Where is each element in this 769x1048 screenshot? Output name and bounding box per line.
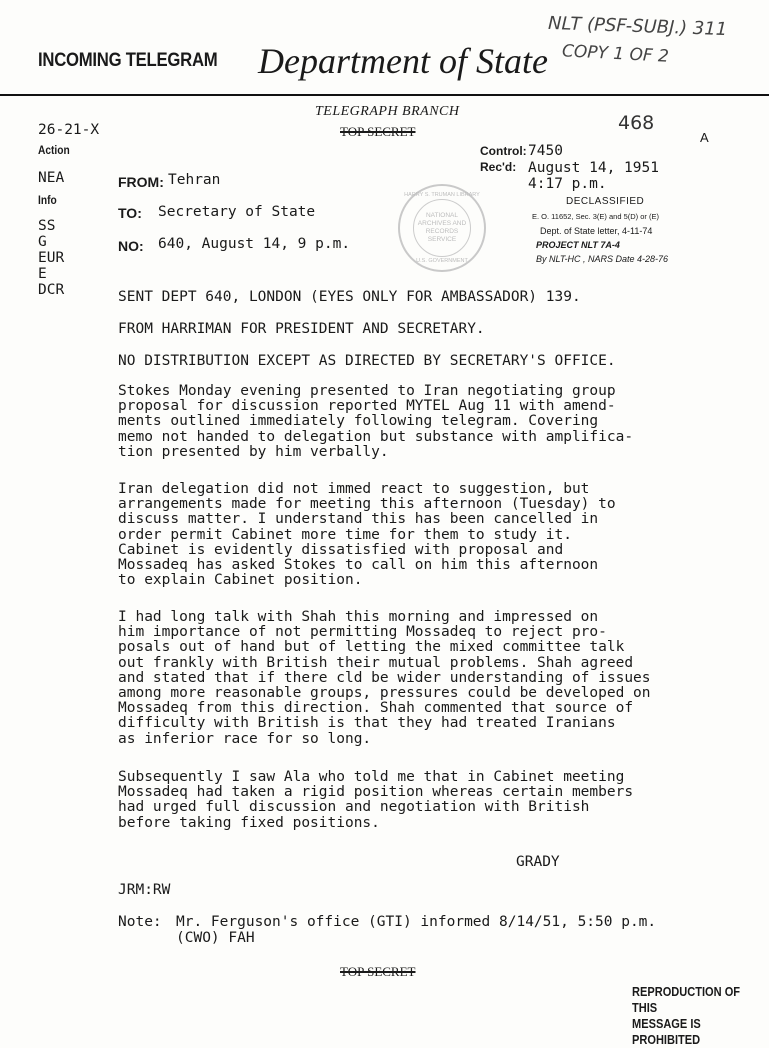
info-office: DCR — [38, 282, 65, 298]
action-office: NEA — [38, 170, 65, 186]
reference-code: 26-21-X — [38, 122, 100, 138]
info-office: SS — [38, 218, 56, 234]
stamp-center-line: SERVICE — [427, 236, 457, 243]
declassified-title: DECLASSIFIED — [566, 196, 645, 207]
declassified-by: By NLT-HC , NARS Date 4-28-76 — [536, 254, 669, 264]
telegraph-branch-label: TELEGRAPH BRANCH — [315, 104, 460, 119]
department-title: Department of State — [258, 41, 548, 81]
info-office: EUR — [38, 250, 65, 266]
declassified-authority: E. O. 11652, Sec. 3(E) and 5(D) or (E) — [532, 212, 659, 221]
distribution-line: NO DISTRIBUTION EXCEPT AS DIRECTED BY SECRETARY'S OFFICE. — [118, 353, 616, 369]
handwritten-file-reference: NLT (PSF-SUBJ.) 311 — [547, 12, 728, 41]
note-label: Note: — [118, 914, 162, 930]
number-value: 640, August 14, 9 p.m. — [158, 236, 351, 252]
header-rule — [0, 94, 769, 96]
note-line: Mr. Ferguson's office (GTI) informed 8/14/51, 5:50 p.m. — [176, 914, 657, 930]
handwritten-number: 468 — [618, 112, 655, 134]
stamp-bottom-text: U.S. GOVERNMENT — [416, 258, 468, 264]
stamp-center-line: ARCHIVES AND — [417, 220, 467, 227]
control-label: Control: — [480, 144, 527, 158]
signature: GRADY — [516, 854, 560, 870]
incoming-telegram-label: INCOMING TELEGRAM — [38, 50, 218, 71]
archives-stamp — [398, 184, 486, 272]
handwritten-copy-number: COPY 1 OF 2 — [561, 41, 670, 67]
to-label: TO: — [118, 205, 142, 221]
stamp-ring-text: HARRY S. TRUMAN LIBRARY — [404, 192, 480, 198]
typist-initials: JRM:RW — [118, 882, 171, 898]
received-time: 4:17 p.m. — [528, 176, 607, 192]
body-paragraph: Stokes Monday evening presented to Iran negotiating group proposal for discussion reported MYTEL Aug 11 with amend- ments outlined immediately following telegram. Covering memo not handed to delegation but substance with amplifica- tion presented by him verbally. — [118, 383, 634, 460]
stamp-center-line: RECORDS — [425, 228, 459, 235]
declassified-dept-letter: Dept. of State letter, 4-11-74 — [540, 226, 653, 236]
declassified-project: PROJECT NLT 7A-4 — [536, 240, 620, 250]
from-harriman-line: FROM HARRIMAN FOR PRESIDENT AND SECRETARY. — [118, 321, 485, 337]
sent-line: SENT DEPT 640, LONDON (EYES ONLY FOR AMBASSADOR) 139. — [118, 289, 581, 305]
number-label: NO: — [118, 238, 144, 254]
body-paragraph: I had long talk with Shah this morning and impressed on him importance of not permitting Mossadeq to reject pro- posals out of hand but of letting the mixed committee talk out frankly with British their mutual problems. Shah agreed and stated that if there cld be wider understanding of issues among more reasonable groups, pressures could be developed on Mossadeq from this direction. Shah commented that source of difficulty with British is that they had treated Iranians as inferior race for so long. — [118, 609, 651, 747]
control-number: 7450 — [528, 143, 563, 159]
classification-top: TOP SECRET — [340, 124, 416, 139]
body-paragraph: Iran delegation did not immed react to suggestion, but arrangements made for meeting this afternoon (Tuesday) to discuss matter. I understand this has been cancelled in order permit Cabinet more time for them to study it. Cabinet is evidently dissatisfied with proposal and Mossadeq has asked Stokes to call on him this afternoon to explain Cabinet position. — [118, 481, 616, 589]
to-value: Secretary of State — [158, 204, 316, 220]
note-line: (CWO) FAH — [176, 930, 255, 946]
received-date: August 14, 1951 — [528, 160, 659, 176]
body-paragraph: Subsequently I saw Ala who told me that in Cabinet meeting Mossadeq had taken a rigid position whereas certain members had urged full discussion and negotiation with British before taking fixed positions. — [118, 769, 634, 831]
info-office: G — [38, 234, 47, 250]
from-value: Tehran — [168, 172, 221, 188]
classification-bottom: TOP SECRET — [340, 964, 416, 979]
from-label: FROM: — [118, 174, 164, 190]
stamp-center-line: NATIONAL — [425, 212, 459, 219]
info-label: Info — [38, 193, 57, 207]
received-label: Rec'd: — [480, 160, 517, 174]
info-office: E — [38, 266, 47, 282]
reproduction-notice: REPRODUCTION OF THIS MESSAGE IS PROHIBITED — [632, 984, 741, 1047]
letter-a: A — [700, 130, 709, 145]
action-label: Action — [38, 143, 70, 157]
